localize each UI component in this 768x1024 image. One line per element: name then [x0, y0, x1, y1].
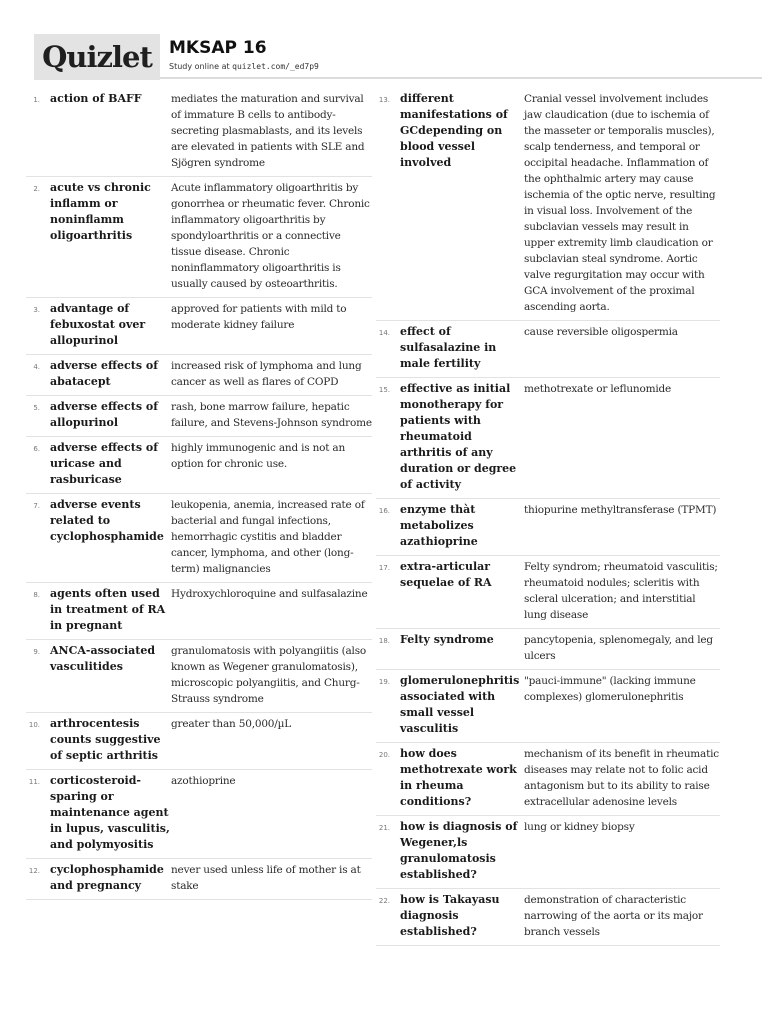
card-number: 6. [33, 445, 40, 453]
flashcard-row [26, 88, 372, 177]
card-term: extra-articular sequelae of RA [400, 560, 492, 589]
study-prefix: Study online at [169, 62, 233, 71]
card-number: 13. [378, 96, 390, 104]
card-definition: never used unless life of mother is at stake [171, 864, 361, 892]
card-number: 22. [378, 897, 390, 905]
right-column [376, 88, 720, 946]
card-definition: methotrexate or leflunomide [524, 383, 672, 395]
card-term: action of BAFF [50, 92, 142, 105]
card-term: adverse effects of allopurinol [50, 400, 158, 429]
card-definition: greater than 50,000/µL [171, 718, 292, 730]
flashcard-row [376, 670, 720, 743]
flashcard-row [376, 499, 720, 556]
card-definition: Cranial vessel involvement includes jaw claudication (due to ischemia of the masseter or temporalis muscles), scalp tenderness, and temporal or occipital headache. Inflammation of the ophthalmic artery may cause ischemia of the optic nerve, resulting in visual loss. Involvement of the subclavian vessels may result in upper extremity limb claudication or subclavian steal syndrome. Aortic valve regurgitation may occur with GCA involvement of the proximal ascending aorta. [524, 93, 716, 313]
page-header [34, 34, 762, 80]
card-definition: azothioprine [171, 775, 236, 787]
flashcard-row [376, 378, 720, 499]
card-number: 14. [378, 329, 390, 337]
card-term: different manifestations of GCdepending on blood vessel involved [400, 92, 508, 169]
card-term: adverse events related to cyclophosphamide [50, 498, 164, 543]
card-number: 10. [28, 721, 40, 729]
card-number: 18. [378, 637, 390, 645]
card-number: 3. [33, 306, 40, 314]
card-term: adverse effects of uricase and rasburicase [50, 441, 158, 486]
flashcard-row [376, 88, 720, 321]
flashcard-row [376, 321, 720, 378]
card-definition: "pauci-immune" (lacking immune complexes) glomerulonephritis [524, 675, 696, 703]
card-definition: mechanism of its benefit in rheumatic diseases may relate not to folic acid antagonism but to its ability to raise extracellular adenosine levels [524, 748, 719, 808]
flashcard-row [26, 396, 372, 437]
card-number: 21. [378, 824, 390, 832]
flashcard-row [376, 816, 720, 889]
card-number: 11. [28, 778, 40, 786]
card-term: enzyme thàt metabolizes azathioprine [400, 503, 478, 548]
card-definition: Hydroxychloroquine and sulfasalazine [171, 588, 368, 600]
flashcard-row [26, 177, 372, 298]
study-online-line [169, 62, 319, 71]
card-term: cyclophosphamide and pregnancy [50, 863, 164, 892]
card-definition: mediates the maturation and survival of immature B cells to antibody-secreting plasmablasts, and its levels are elevated in patients with SLE and Sjögren syndrome [171, 93, 365, 169]
card-number: 7. [33, 502, 40, 510]
card-term: agents often used in treatment of RA in pregnant [50, 587, 166, 632]
flashcard-row [376, 889, 720, 946]
flashcard-row [26, 713, 372, 770]
card-number: 5. [33, 404, 40, 412]
card-number: 8. [33, 591, 40, 599]
card-term: adverse effects of abatacept [50, 359, 158, 388]
card-definition: approved for patients with mild to moderate kidney failure [171, 303, 347, 331]
card-number: 1. [33, 96, 40, 104]
flashcard-row [26, 298, 372, 355]
card-number: 15. [378, 386, 390, 394]
card-number: 4. [33, 363, 40, 371]
flashcard-row [26, 494, 372, 583]
card-number: 2. [33, 185, 40, 193]
flashcard-row [26, 770, 372, 859]
card-definition: Felty syndrom; rheumatoid vasculitis; rheumatoid nodules; scleritis with scleral ulceration; and interstitial lung disease [524, 561, 718, 621]
card-definition: demonstration of characteristic narrowing of the aorta or its major branch vessels [524, 894, 703, 938]
left-column [26, 88, 372, 900]
card-term: effect of sulfasalazine in male fertility [400, 325, 497, 370]
card-definition: granulomatosis with polyangiitis (also known as Wegener granulomatosis), microscopic polyangiitis, and Churg-Strauss syndrome [171, 645, 367, 705]
card-term: acute vs chronic inflamm or noninflamm oligoarthritis [50, 181, 151, 242]
flashcard-row [26, 583, 372, 640]
card-term: advantage of febuxostat over allopurinol [50, 302, 146, 347]
study-url-link[interactable]: quizlet.com/_ed7p9 [232, 62, 319, 71]
card-definition: Acute inflammatory oligoarthritis by gonorrhea or rheumatic fever. Chronic inflammatory oligoarthritis by spondyloarthritis or a connective tissue disease. Chronic noninflammatory oligoarthritis is usually caused by osteoarthritis. [171, 182, 370, 290]
card-definition: cause reversible oligospermia [524, 326, 678, 338]
card-number: 17. [378, 564, 390, 572]
card-definition: thiopurine methyltransferase (TPMT) [524, 504, 717, 516]
card-number: 20. [378, 751, 390, 759]
card-term: Felty syndrome [400, 633, 494, 646]
card-number: 9. [33, 648, 40, 656]
card-number: 16. [378, 507, 390, 515]
card-definition: leukopenia, anemia, increased rate of bacterial and fungal infections, hemorrhagic cystitis and bladder cancer, lymphoma, and other (long-term) malignancies [171, 499, 365, 575]
card-term: glomerulonephritis associated with small vessel vasculitis [400, 674, 520, 735]
card-definition: rash, bone marrow failure, hepatic failure, and Stevens-Johnson syndrome [171, 401, 372, 429]
flashcard-row [26, 355, 372, 396]
card-term: effective as initial monotherapy for patients with rheumatoid arthritis of any duration or degree of activity [400, 382, 517, 491]
card-term: how is diagnosis of Wegener,ls granulomatosis established? [400, 820, 518, 881]
card-number: 19. [378, 678, 390, 686]
flashcard-row [376, 556, 720, 629]
set-title: MKSAP 16 [169, 38, 267, 58]
card-term: how does methotrexate work in rheuma conditions? [400, 747, 517, 808]
flashcard-row [26, 437, 372, 494]
header-divider [160, 77, 762, 79]
card-term: arthrocentesis counts suggestive of septic arthritis [50, 717, 161, 762]
flashcard-row [376, 743, 720, 816]
card-term: ANCA-associated vasculitides [50, 644, 156, 673]
flashcard-row [376, 629, 720, 670]
card-definition: pancytopenia, splenomegaly, and leg ulcers [524, 634, 713, 662]
quizlet-logo: Quizlet [34, 34, 160, 80]
card-term: corticosteroid-sparing or maintenance agent in lupus, vasculitis, and polymyositis [50, 774, 170, 851]
card-definition: highly immunogenic and is not an option for chronic use. [171, 442, 346, 470]
card-definition: lung or kidney biopsy [524, 821, 635, 833]
flashcard-row [26, 640, 372, 713]
card-definition: increased risk of lymphoma and lung cancer as well as flares of COPD [171, 360, 362, 388]
card-term: how is Takayasu diagnosis established? [400, 893, 500, 938]
card-number: 12. [28, 867, 40, 875]
flashcard-row [26, 859, 372, 900]
